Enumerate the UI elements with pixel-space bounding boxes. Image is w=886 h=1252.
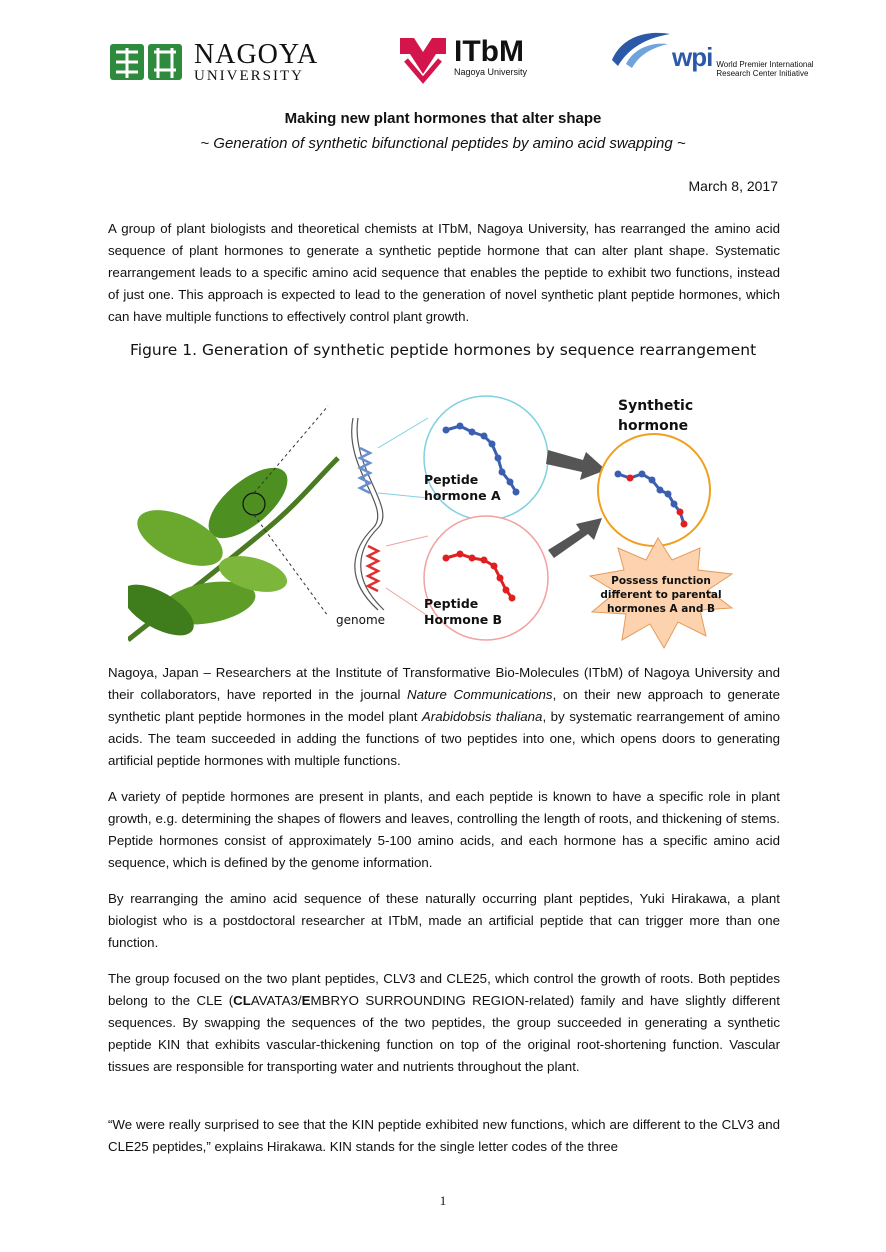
itbm-emblem-icon xyxy=(396,30,450,84)
plant-illustration xyxy=(128,455,338,645)
p2-text-3: , by systematic rearrangement of amino acids. The team succeeded in adding the functions of two peptides into one, which opens doors to generating artificial peptide hormones with multiple functions. xyxy=(108,709,781,768)
p5-text-1: The group focused on the two plant peptides, CLV3 and CLE25, which control the growth of roots. Both peptides belong to the CLE ( xyxy=(108,971,780,1008)
species-name: Arabidobsis thaliana xyxy=(421,709,543,724)
intro-paragraph: A group of plant biologists and theoretical chemists at ITbM, Nagoya University, has rearranged the amino acid sequence of plant hormones to generate a synthetic peptide hormone that can alter plant shape. Systematic rearrangement leads to a specific amino acid sequence that enables the peptide to exhibit two functions, instead of just one. This approach is expected to lead to the generation of novel synthetic plant peptide hormones, which can have multiple functions to effectively control plant growth. xyxy=(108,221,780,324)
itbm-wordmark: ITbM xyxy=(454,35,524,68)
wpi-swoosh-icon xyxy=(608,30,672,84)
p5-bold-1: CL xyxy=(233,993,251,1008)
p5-text-2: AVATA3/ xyxy=(250,993,302,1008)
genome-label: genome xyxy=(336,613,386,627)
peptide-a-label-1: Peptide xyxy=(424,472,479,487)
nagoya-university-logo xyxy=(108,40,318,86)
burst-line-3: hormones A and B xyxy=(606,603,716,615)
synthetic-label-2: hormone xyxy=(618,418,689,434)
function-burst xyxy=(590,538,732,648)
burst-line-1: Possess function xyxy=(611,575,711,587)
figure-caption: Figure 1. Generation of synthetic peptide hormones by sequence rearrangement xyxy=(130,341,757,359)
peptide-b-label-2: Hormone B xyxy=(424,612,503,627)
header-logos xyxy=(0,30,886,100)
wpi-line-1: World Premier International xyxy=(716,60,814,69)
peptide-a-diagram xyxy=(424,396,548,520)
wpi-line-2: Research Center Initiative xyxy=(716,69,809,78)
peptide-b-label-1: Peptide xyxy=(424,596,479,611)
peptide-b-diagram xyxy=(424,516,548,640)
synthetic-label-1: Synthetic xyxy=(618,398,694,414)
nagoya-emblem-icon xyxy=(108,40,186,86)
nagoya-wordmark: NAGOYA xyxy=(194,39,319,70)
burst-line-2: different to parental xyxy=(600,589,722,601)
paragraph-4: By rearranging the amino acid sequence of these naturally occurring plant peptides, Yuki Hirakawa, a plant biologist who is a postdoctoral researcher at ITbM, made an artificial peptide that can trigger more than one function. xyxy=(108,891,780,950)
itbm-subtitle: Nagoya University xyxy=(454,67,528,77)
arrow-icon xyxy=(546,450,606,558)
p2-text-1: Nagoya, Japan – Researchers at the Institute of Transformative Bio-Molecules (ITbM) of Nagoya University and their collaborators, have reported in the journal xyxy=(108,665,780,702)
paragraph-3: A variety of peptide hormones are present in plants, and each peptide is known to have a specific role in plant growth, e.g. determining the shapes of flowers and leaves, controlling the length of roots, and thickening of stems. Peptide hormones consist of approximately 5-100 amino acids, and each hormone has a specific amino acid sequence, which is defined by the genome information. xyxy=(108,789,780,870)
itbm-logo xyxy=(396,30,527,84)
paragraph-6: “We were really surprised to see that the KIN peptide exhibited new functions, which are different to the CLV3 and CLE25 peptides,” explains Hirakawa. KIN stands for the single letter codes of the three xyxy=(108,1117,780,1154)
paragraph-5 xyxy=(108,968,780,1078)
wpi-wordmark: wpi xyxy=(672,41,713,72)
university-wordmark: UNIVERSITY xyxy=(194,68,304,84)
page-number: 1 xyxy=(439,1193,447,1208)
release-date: March 8, 2017 xyxy=(688,178,778,194)
p5-text-3: MBRYO SURROUNDING REGION-related) family and have slightly different sequences. By swapping the sequences of the two peptides, the group succeeded in generating a synthetic peptide KIN that exhibits vascular-thickening function on top of the original root-shortening function. Vascular tissues are responsible for transporting water and nutrients throughout the plant. xyxy=(108,993,780,1074)
paragraph-2 xyxy=(108,662,780,772)
page-subtitle: ~ Generation of synthetic bifunctional peptides by amino acid swapping ~ xyxy=(200,135,686,152)
peptide-a-label-2: hormone A xyxy=(424,488,501,503)
page-title: Making new plant hormones that alter shape xyxy=(284,110,602,127)
p2-text-2: , on their new approach to generate synthetic plant peptide hormones in the model plant xyxy=(108,687,780,724)
synthetic-hormone-diagram xyxy=(598,434,710,546)
p5-bold-2: E xyxy=(301,993,311,1008)
figure-1 xyxy=(128,378,768,650)
journal-name: Nature Communications xyxy=(407,687,553,702)
wpi-logo xyxy=(608,30,814,84)
